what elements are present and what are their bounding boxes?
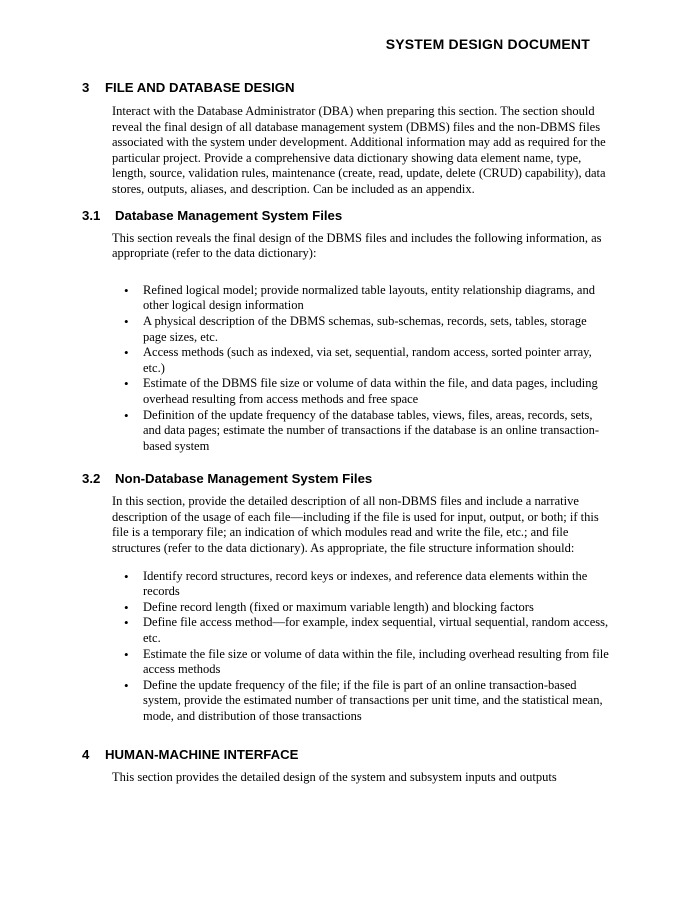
bullet-item: • Define file access method—for example, index sequential, virtual sequential, random access, etc. <box>123 615 613 646</box>
section-4-paragraph: This section provides the detailed design of the system and subsystem inputs and outputs <box>112 769 557 784</box>
section-number: 3.1 <box>82 207 101 223</box>
bullet-item: • Definition of the update frequency of the database tables, views, files, areas, records, sets, and data pages; estimate the number of transactions if the database is an online transaction-based system <box>123 408 613 455</box>
bullet-item: • Refined logical model; provide normalized table layouts, entity relationship diagrams, and other logical design information <box>123 283 613 314</box>
bullet-item: • Access methods (such as indexed, via set, sequential, random access, sorted pointer array, etc.) <box>123 345 613 376</box>
section-3-1-bullet-list <box>123 283 613 455</box>
section-heading-text: HUMAN-MACHINE INTERFACE <box>105 746 299 762</box>
bullet-item: • Define the update frequency of the file; if the file is part of an online transaction-based system, provide the estimated number of transactions per unit time, and the statistical mean, mode, and distribution of those transactions <box>123 678 613 725</box>
section-3-2-bullet-list <box>123 569 613 725</box>
section-4-heading <box>82 747 613 763</box>
section-3-2-paragraph: In this section, provide the detailed description of all non-DBMS files and include a narrative description of the usage of each file—including if the file is used for input, output, or both; if this file is a temporary file; an indication of which modules read and write the file, etc.; and file structures (refer to the data dictionary). As appropriate, the file structure information should: <box>112 494 599 556</box>
bullet-item: • Estimate the file size or volume of data within the file, including overhead resulting from file access methods <box>123 647 613 678</box>
section-number: 3.2 <box>82 471 101 487</box>
section-heading-text: Database Management System Files <box>115 207 343 223</box>
bullet-item: • Estimate of the DBMS file size or volume of data within the file, and data pages, including overhead resulting from access methods and free space <box>123 376 613 407</box>
page-content <box>82 36 613 785</box>
bullet-item: • Identify record structures, record keys or indexes, and reference data elements within the records <box>123 569 613 600</box>
section-3-paragraph: Interact with the Database Administrator (DBA) when preparing this section. The section should reveal the final design of all database management system (DBMS) files and the non-DBMS files associated with the system under development. Additional information may add as required for the particular project. Provide a comprehensive data dictionary showing data element name, type, length, source, validation rules, maintenance (create, read, update, delete (CRUD) capability), data stores, outputs, aliases, and description. Can be included as an appendix. <box>112 104 606 196</box>
bullet-item: • A physical description of the DBMS schemas, sub-schemas, records, sets, tables, storage page sizes, etc. <box>123 314 613 345</box>
section-3-1-paragraph: This section reveals the final design of the DBMS files and includes the following information, as appropriate (refer to the data dictionary): <box>112 230 602 261</box>
section-3-1-heading <box>82 208 613 224</box>
section-number: 4 <box>82 746 90 762</box>
section-3-2-heading <box>82 471 613 487</box>
section-3-heading <box>82 80 613 96</box>
section-number: 3 <box>82 80 90 95</box>
document-title: SYSTEM DESIGN DOCUMENT <box>385 36 590 52</box>
bullet-item: • Define record length (fixed or maximum variable length) and blocking factors <box>123 600 613 616</box>
section-heading-text: Non-Database Management System Files <box>115 471 373 487</box>
section-heading-text: FILE AND DATABASE DESIGN <box>105 80 295 95</box>
